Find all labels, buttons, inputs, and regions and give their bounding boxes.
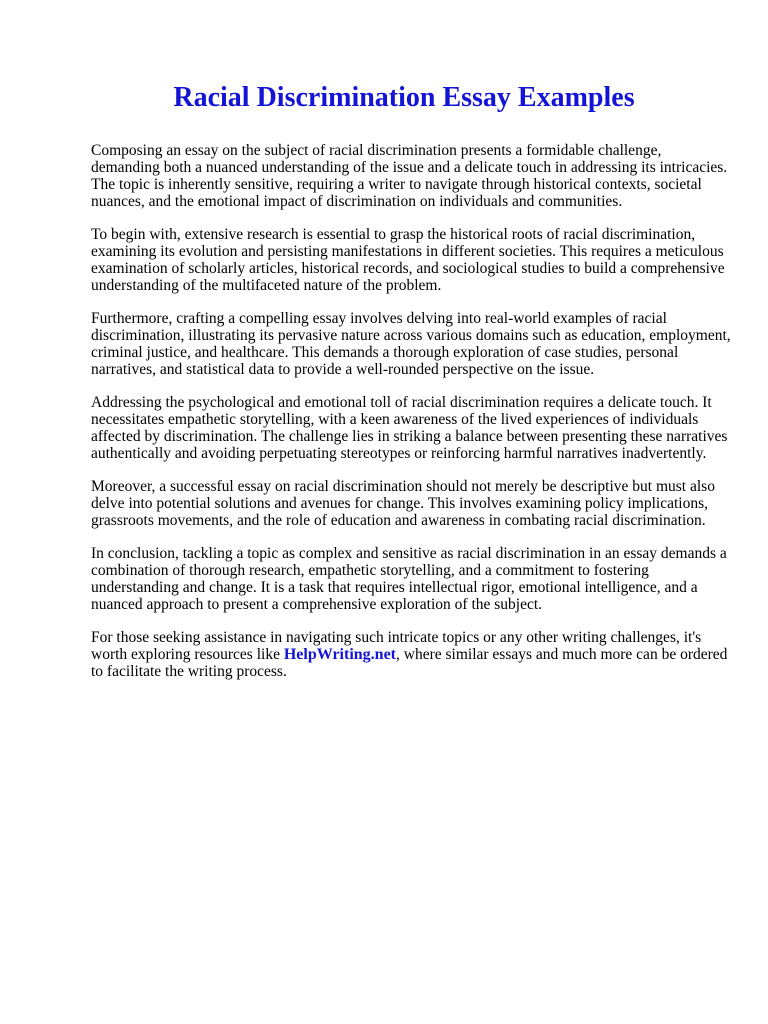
closing-text-before: For those seeking assistance in navigating such intricate topics or any other writing challenges, it's worth exploring resources like (91, 629, 702, 663)
paragraph-intro: Composing an essay on the subject of racial discrimination presents a formidable challenge, demanding both a nuanced understanding of the issue and a delicate touch in addressing its intricacies. The topic is inherently sensitive, requiring a writer to navigate through historical contexts, societal nuances, and the emotional impact of discrimination on individuals and communities. (91, 142, 728, 210)
helpwriting-link[interactable]: HelpWriting.net (283, 646, 396, 663)
document-title: Racial Discrimination Essay Examples (173, 82, 635, 113)
paragraph-conclusion: In conclusion, tackling a topic as complex and sensitive as racial discrimination in an essay demands a combination of thorough research, empathetic storytelling, and a commitment to fostering understanding and change. It is a task that requires intellectual rigor, emotional intelligence, and a nuanced approach to present a comprehensive exploration of the subject. (91, 545, 727, 613)
paragraph-solutions: Moreover, a successful essay on racial discrimination should not merely be descriptive but must also delve into potential solutions and avenues for change. This involves examining policy implications, grassroots movements, and the role of education and awareness in combating racial discrimination. (91, 478, 715, 529)
paragraph-closing (91, 629, 731, 680)
paragraph-psychological-toll: Addressing the psychological and emotional toll of racial discrimination requires a delicate touch. It necessitates empathetic storytelling, with a keen awareness of the lived experiences of individuals affected by discrimination. The challenge lies in striking a balance between presenting these narratives authentically and avoiding perpetuating stereotypes or reinforcing harmful narratives inadvertently. (91, 394, 728, 462)
paragraph-research: To begin with, extensive research is essential to grasp the historical roots of racial discrimination, examining its evolution and persisting manifestations in different societies. This requires a meticulous examination of scholarly articles, historical records, and sociological studies to build a comprehensive understanding of the multifaceted nature of the problem. (91, 226, 725, 294)
paragraph-examples: Furthermore, crafting a compelling essay involves delving into real-world examples of racial discrimination, illustrating its pervasive nature across various domains such as education, employment, criminal justice, and healthcare. This demands a thorough exploration of case studies, personal narratives, and statistical data to provide a well-rounded perspective on the issue. (91, 310, 731, 378)
document-page (91, 80, 731, 696)
closing-text-after: , where similar essays and much more can be ordered to facilitate the writing process. (91, 646, 728, 680)
